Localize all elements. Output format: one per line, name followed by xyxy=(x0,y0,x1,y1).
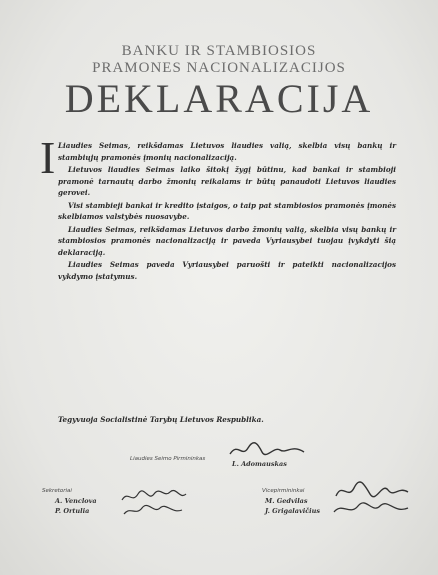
vice-chair-1-name: M. Gedvilas xyxy=(265,497,308,505)
closing-line: Tegyvuoja Socialistinė Tarybų Lietuvos Respublika. xyxy=(58,415,264,424)
secretary-2-name: P. Ortulia xyxy=(55,507,90,515)
paragraph-3: Visi stambieji bankai ir kredito įstaigos, o taip pat stambiosios pramonės įmonės skelbiamos valstybės nuosavybe. xyxy=(58,200,396,221)
vice-chairs-label: Vicepirmininkai xyxy=(262,488,305,494)
vice-chair-2-name: J. Grigalavičius xyxy=(265,507,321,515)
chair-name: L. Adomauskas xyxy=(232,460,287,468)
header-line-1: BANKU IR STAMBIOSIOS xyxy=(121,43,317,59)
paragraph-5: Liaudies Seimas paveda Vyriausybei paruošti ir pateikti nacionalizacijos vykdymo įstatymus. xyxy=(58,260,396,281)
vice-chairs-signature xyxy=(332,480,412,520)
secretaries-signature xyxy=(120,488,190,518)
declaration-body xyxy=(58,140,396,283)
paragraph-1: Liaudies Seimas, reikšdamas Lietuvos liaudies valią, skelbia visų bankų ir stambiųjų pramonės įmonių nacionalizaciją. xyxy=(58,141,396,162)
secretaries-label: Sekretoriai xyxy=(42,488,72,494)
chair-signature xyxy=(228,440,308,460)
secretary-1-name: A. Venclova xyxy=(55,497,97,505)
paragraph-2: Lietuvos liaudies Seimas laiko šitokį žygį būtinu, kad bankai ir stambioji pramonė tarnautų darbo žmonių reikalams ir būtų panaudoti Lietuvos liaudies gerovei. xyxy=(58,165,396,197)
chair-label: Liaudies Seimo Pirmininkas xyxy=(130,456,206,462)
drop-cap: I xyxy=(40,132,56,183)
header-line-2: PRAMONES NACIONALIZACIJOS xyxy=(92,60,346,76)
document-title: DEKLARACIJA xyxy=(64,76,374,121)
paragraph-4: Liaudies Seimas, reikšdamas Lietuvos darbo žmonių valią, skelbia visų bankų ir stambiosios pramonės nacionalizaciją ir paveda Vyriausybei tuojau įvykdyti šią deklaraciją. xyxy=(58,224,396,257)
